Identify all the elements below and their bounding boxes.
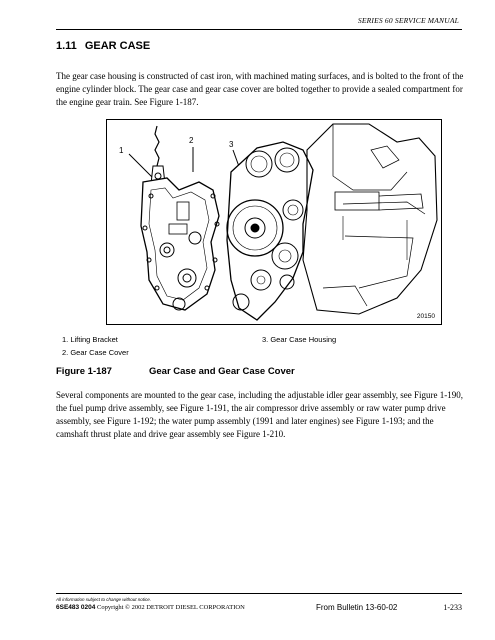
page-number: 1-233: [443, 603, 462, 612]
footer-disclaimer: All information subject to change without notice.: [56, 597, 152, 602]
figure-label: Figure 1-187: [56, 366, 112, 377]
legend-item-gear-case-cover: 2. Gear Case Cover: [62, 348, 129, 357]
intro-paragraph: The gear case housing is constructed of cast iron, with machined mating surfaces, and is bolted to the front of the engine cylinder block. The gear case and gear case cover are bolted together to provide a sealed compartment for the engine gear train. See Figure 1-187.: [56, 71, 464, 107]
callout-1: 1: [119, 146, 124, 155]
section-heading: [56, 40, 150, 52]
gear-case-housing: [227, 142, 313, 320]
footer-copyright: Copyright © 2002 DETROIT DIESEL CORPORATION: [97, 604, 245, 611]
section-title: GEAR CASE: [84, 40, 151, 52]
footer-bulletin: From Bulletin 13-60-02: [316, 603, 398, 612]
section-number: 1.11: [56, 40, 77, 52]
header-rule: [56, 29, 462, 30]
figure-image-number: 20150: [416, 313, 435, 320]
running-header: SERIES 60 SERVICE MANUAL: [357, 16, 459, 25]
callout-3: 3: [229, 140, 234, 149]
engine-block: [303, 124, 437, 314]
lifting-bracket: [151, 126, 165, 184]
gear-case-drawing: [107, 120, 441, 324]
footer-rule: [56, 593, 462, 594]
figure-caption: Gear Case and Gear Case Cover: [149, 366, 295, 377]
legend-item-lifting-bracket: 1. Lifting Bracket: [62, 335, 118, 344]
footer-doc-info: [56, 604, 245, 611]
gear-case-cover: [141, 178, 219, 310]
callout-2: 2: [189, 136, 194, 145]
components-paragraph: Several components are mounted to the gear case, including the adjustable idler gear assembly, see Figure 1-190, the fuel pump drive assembly, see Figure 1-191, the air compressor drive assembly or raw water pump drive assembly, see Figure 1-192; the water pump assembly (1991 and later engines) see Figure 1-193; and the camshaft thrust plate and drive gear assembly see Figure 1-210.: [56, 390, 464, 439]
figure-illustration: [106, 119, 442, 325]
footer-doc-id: 6SE483 0204: [56, 604, 96, 611]
legend-item-gear-case-housing: 3. Gear Case Housing: [262, 335, 337, 344]
leader-line-1: [129, 154, 155, 180]
